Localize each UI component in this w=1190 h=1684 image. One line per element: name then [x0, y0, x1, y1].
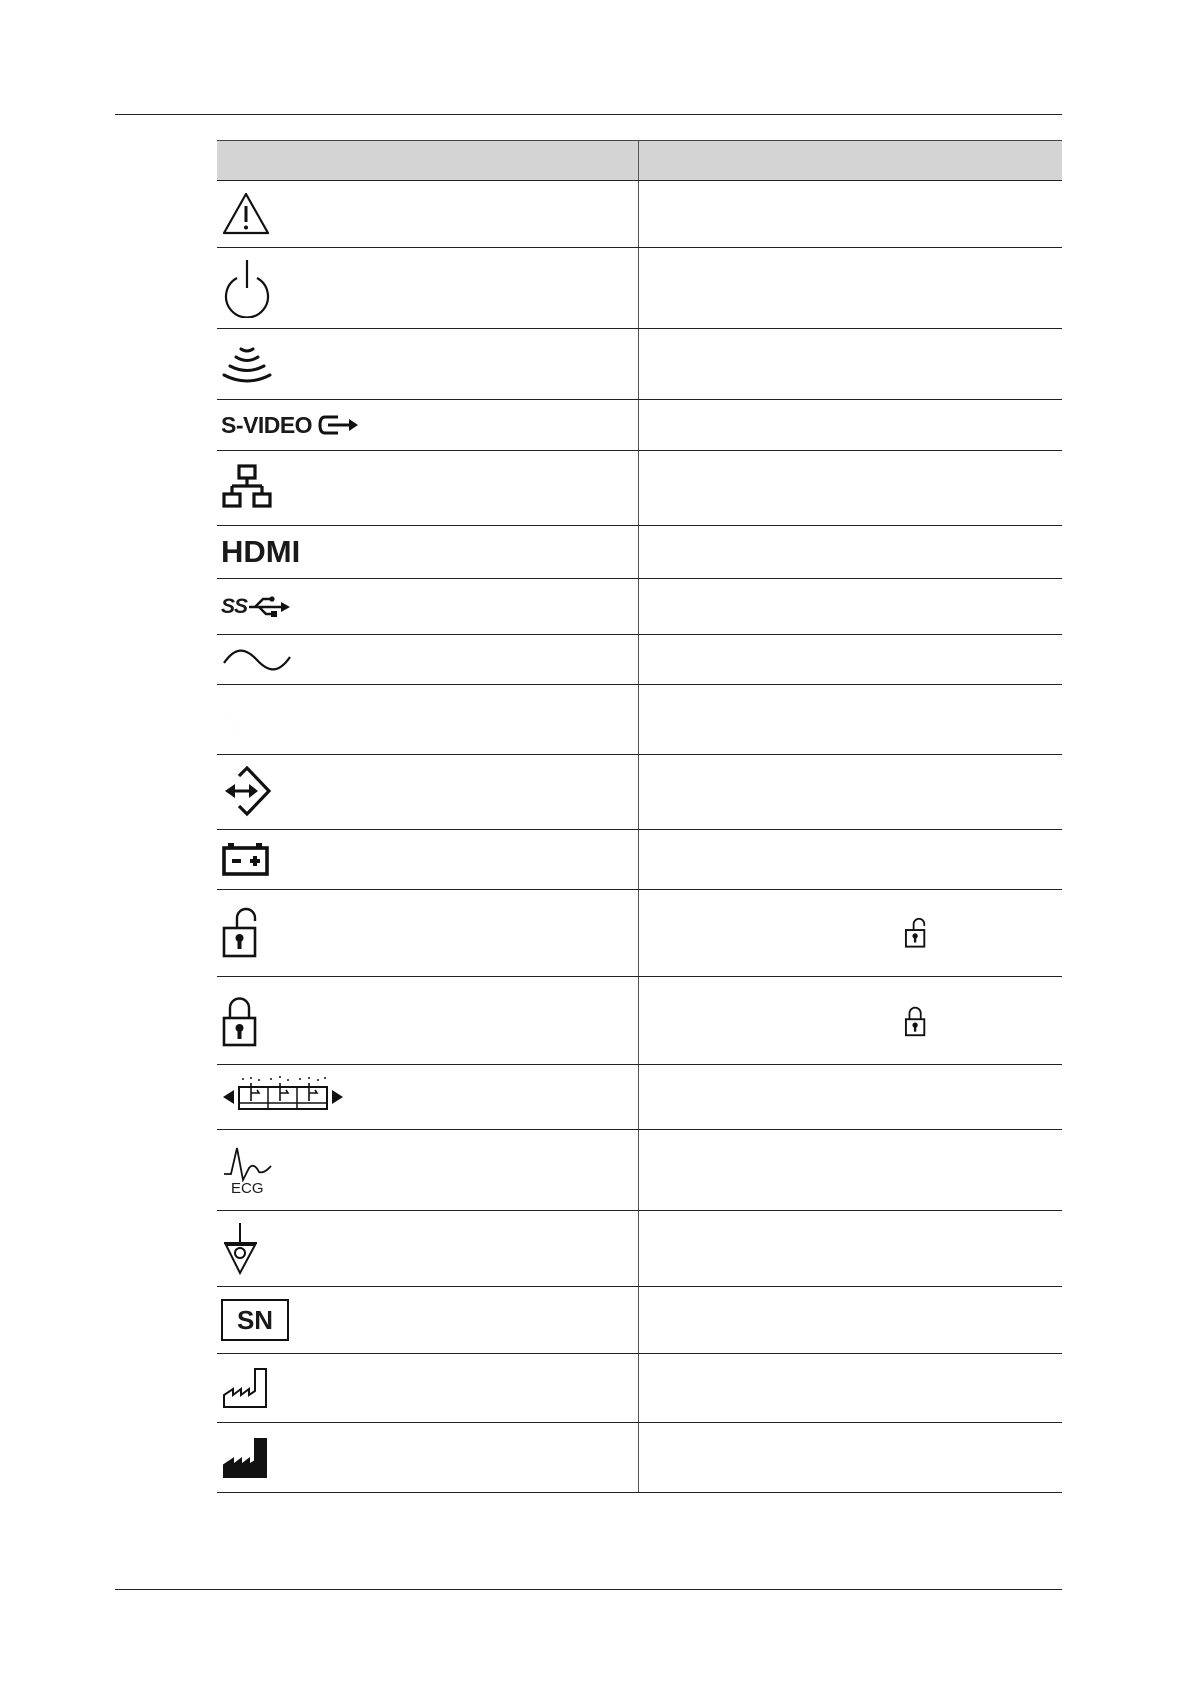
description-cell	[638, 329, 1062, 399]
s-video-output-icon	[316, 412, 360, 438]
description-cell	[638, 1211, 1062, 1286]
description-cell	[638, 1065, 1062, 1129]
table-row	[217, 890, 1062, 977]
alternating-current-icon	[221, 645, 293, 675]
network-icon	[221, 462, 273, 514]
description-cell	[638, 579, 1062, 634]
table-row	[217, 181, 1062, 248]
symbol-cell	[217, 1130, 638, 1210]
s-video-label: S-VIDEO	[221, 411, 313, 438]
table-row	[217, 1287, 1062, 1354]
table-row	[217, 685, 1062, 755]
table-row	[217, 248, 1062, 329]
description-cell	[638, 1423, 1062, 1492]
unlocked-padlock-icon	[221, 906, 261, 960]
description-cell	[638, 248, 1062, 328]
symbol-cell	[217, 579, 638, 634]
ecg-icon	[221, 1144, 277, 1182]
symbol-cell	[217, 400, 638, 450]
input-output-icon	[221, 766, 273, 818]
serial-number-label: SN	[236, 1304, 274, 1335]
table-row	[217, 1423, 1062, 1492]
symbol-cell	[217, 977, 638, 1064]
table-row	[217, 329, 1062, 400]
hdmi-icon: HDMI	[221, 534, 301, 569]
symbol-cell	[217, 1211, 638, 1286]
description-cell	[638, 1130, 1062, 1210]
table-row	[217, 1354, 1062, 1423]
usb-superspeed-icon	[247, 594, 293, 620]
ecg-label: ECG	[231, 1179, 264, 1197]
description-cell	[638, 526, 1062, 578]
table-row	[217, 1130, 1062, 1211]
serial-number-icon	[221, 1299, 289, 1341]
symbol-cell	[217, 248, 638, 328]
description-cell	[638, 755, 1062, 829]
unlocked-padlock-inline-icon	[904, 917, 928, 949]
table-row	[217, 579, 1062, 635]
symbol-cell	[217, 1354, 638, 1422]
table-row	[217, 830, 1062, 890]
table-row	[217, 635, 1062, 685]
symbol-cell	[217, 526, 638, 578]
footer-rule	[115, 1589, 1062, 1590]
description-cell	[638, 830, 1062, 889]
usb-superspeed-label: SS	[221, 594, 248, 618]
standby-moon-icon	[221, 694, 273, 746]
symbol-cell	[217, 890, 638, 976]
locked-padlock-icon	[221, 994, 261, 1048]
description-cell	[638, 1354, 1062, 1422]
symbol-cell	[217, 635, 638, 684]
locked-padlock-inline-icon	[904, 1005, 928, 1037]
symbol-table	[217, 140, 1062, 1493]
table-row	[217, 1211, 1062, 1287]
description-cell	[638, 890, 1062, 976]
description-cell	[638, 685, 1062, 754]
table-row	[217, 526, 1062, 579]
symbol-cell	[217, 329, 638, 399]
manufacturer-icon	[221, 1435, 271, 1481]
symbol-cell	[217, 1065, 638, 1129]
ultrasound-waves-icon	[221, 341, 273, 387]
description-cell	[638, 400, 1062, 450]
symbol-cell	[217, 1423, 638, 1492]
trolley-move-icon	[221, 1075, 345, 1119]
symbol-cell	[217, 1287, 638, 1353]
description-cell	[638, 181, 1062, 247]
symbol-cell	[217, 451, 638, 525]
symbol-cell	[217, 685, 638, 754]
table-row	[217, 1065, 1062, 1130]
power-icon	[221, 258, 273, 318]
header-rule	[115, 114, 1062, 115]
table-row	[217, 451, 1062, 526]
header-symbol-cell	[217, 141, 638, 180]
table-header	[217, 140, 1062, 181]
table-row	[217, 400, 1062, 451]
header-description-cell	[638, 141, 1062, 180]
description-cell	[638, 1287, 1062, 1353]
symbol-cell	[217, 181, 638, 247]
description-cell	[638, 977, 1062, 1064]
symbol-cell	[217, 755, 638, 829]
table-row	[217, 977, 1062, 1065]
symbol-cell	[217, 830, 638, 889]
description-cell	[638, 451, 1062, 525]
battery-icon	[221, 840, 273, 880]
warning-triangle-icon	[221, 191, 271, 237]
equipotentiality-icon	[221, 1221, 261, 1277]
date-of-manufacture-icon	[221, 1365, 271, 1411]
table-row	[217, 755, 1062, 830]
description-cell	[638, 635, 1062, 684]
